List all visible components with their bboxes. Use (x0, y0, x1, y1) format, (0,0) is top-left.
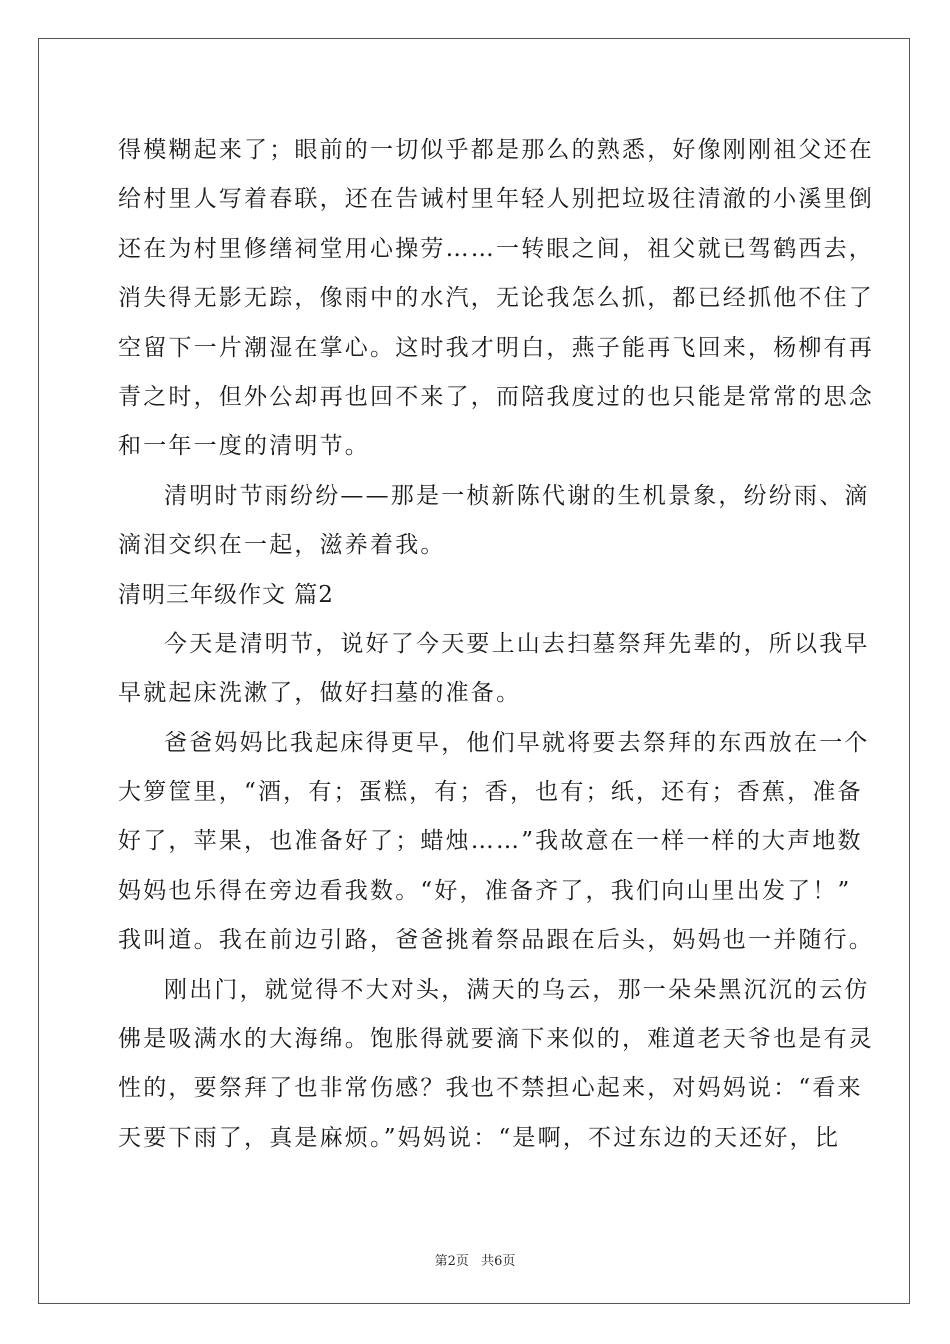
text-line: 天要下雨了，真是麻烦。”妈妈说：“是啊，不过东边的天还好，比 (118, 1124, 841, 1151)
paragraph-start-line: 爸爸妈妈比我起床得更早，他们早就将要去祭拜的东西放在一个 (164, 729, 870, 756)
text-line: 佛是吸满水的大海绵。饱胀得就要滴下来似的，难道老天爷也是有灵 (118, 1026, 874, 1053)
text-line: 早就起床洗漱了，做好扫墓的准备。 (118, 680, 522, 707)
text-line: 我叫道。我在前边引路，爸爸挑着祭品跟在后头，妈妈也一并随行。 (118, 927, 874, 954)
document-body (118, 126, 874, 1163)
paragraph-start-line: 清明时节雨纷纷——那是一桢新陈代谢的生机景象，纷纷雨、滴 (164, 482, 870, 509)
section-heading: 清明三年级作文 篇2 (118, 581, 334, 608)
text-line: 得模糊起来了；眼前的一切似乎都是那么的熟悉，好像刚刚祖父还在 (118, 137, 874, 163)
text-line: 消失得无影无踪，像雨中的水汽，无论我怎么抓，都已经抓他不住了 (118, 285, 874, 312)
paragraph-start-line: 刚出门，就觉得不大对头，满天的乌云，那一朵朵黑沉沉的云仿 (164, 976, 870, 1003)
paragraph-start-line: 今天是清明节，说好了今天要上山去扫墓祭拜先辈的，所以我早 (164, 630, 870, 657)
text-line: 给村里人写着春联，还在告诫村里年轻人别把垃圾往清澈的小溪里倒 (118, 186, 874, 213)
page-number: 第2页 (434, 1254, 469, 1269)
text-line: 滴泪交织在一起，滋养着我。 (118, 532, 446, 559)
text-line: 青之时，但外公却再也回不来了，而陪我度过的也只能是常常的思念 (118, 383, 874, 410)
page-footer (0, 1250, 950, 1269)
text-line: 还在为村里修缮祠堂用心操劳……一转眼之间，祖父就已驾鹤西去， (118, 235, 874, 262)
page-total: 共6页 (481, 1254, 516, 1269)
text-line: 大箩筐里，“酒，有；蛋糕，有；香，也有；纸，还有；香蕉，准备 (118, 779, 863, 806)
text-line: 空留下一片潮湿在掌心。这时我才明白，燕子能再飞回来，杨柳有再 (118, 334, 874, 361)
text-line: 妈妈也乐得在旁边看我数。“好，准备齐了，我们向山里出发了！” (118, 877, 852, 904)
text-line: 好了，苹果，也准备好了；蜡烛……”我故意在一样一样的大声地数 (118, 828, 863, 855)
text-line: 性的，要祭拜了也非常伤感？我也不禁担心起来，对妈妈说：“看来 (118, 1075, 863, 1102)
text-line: 和一年一度的清明节。 (118, 433, 370, 460)
